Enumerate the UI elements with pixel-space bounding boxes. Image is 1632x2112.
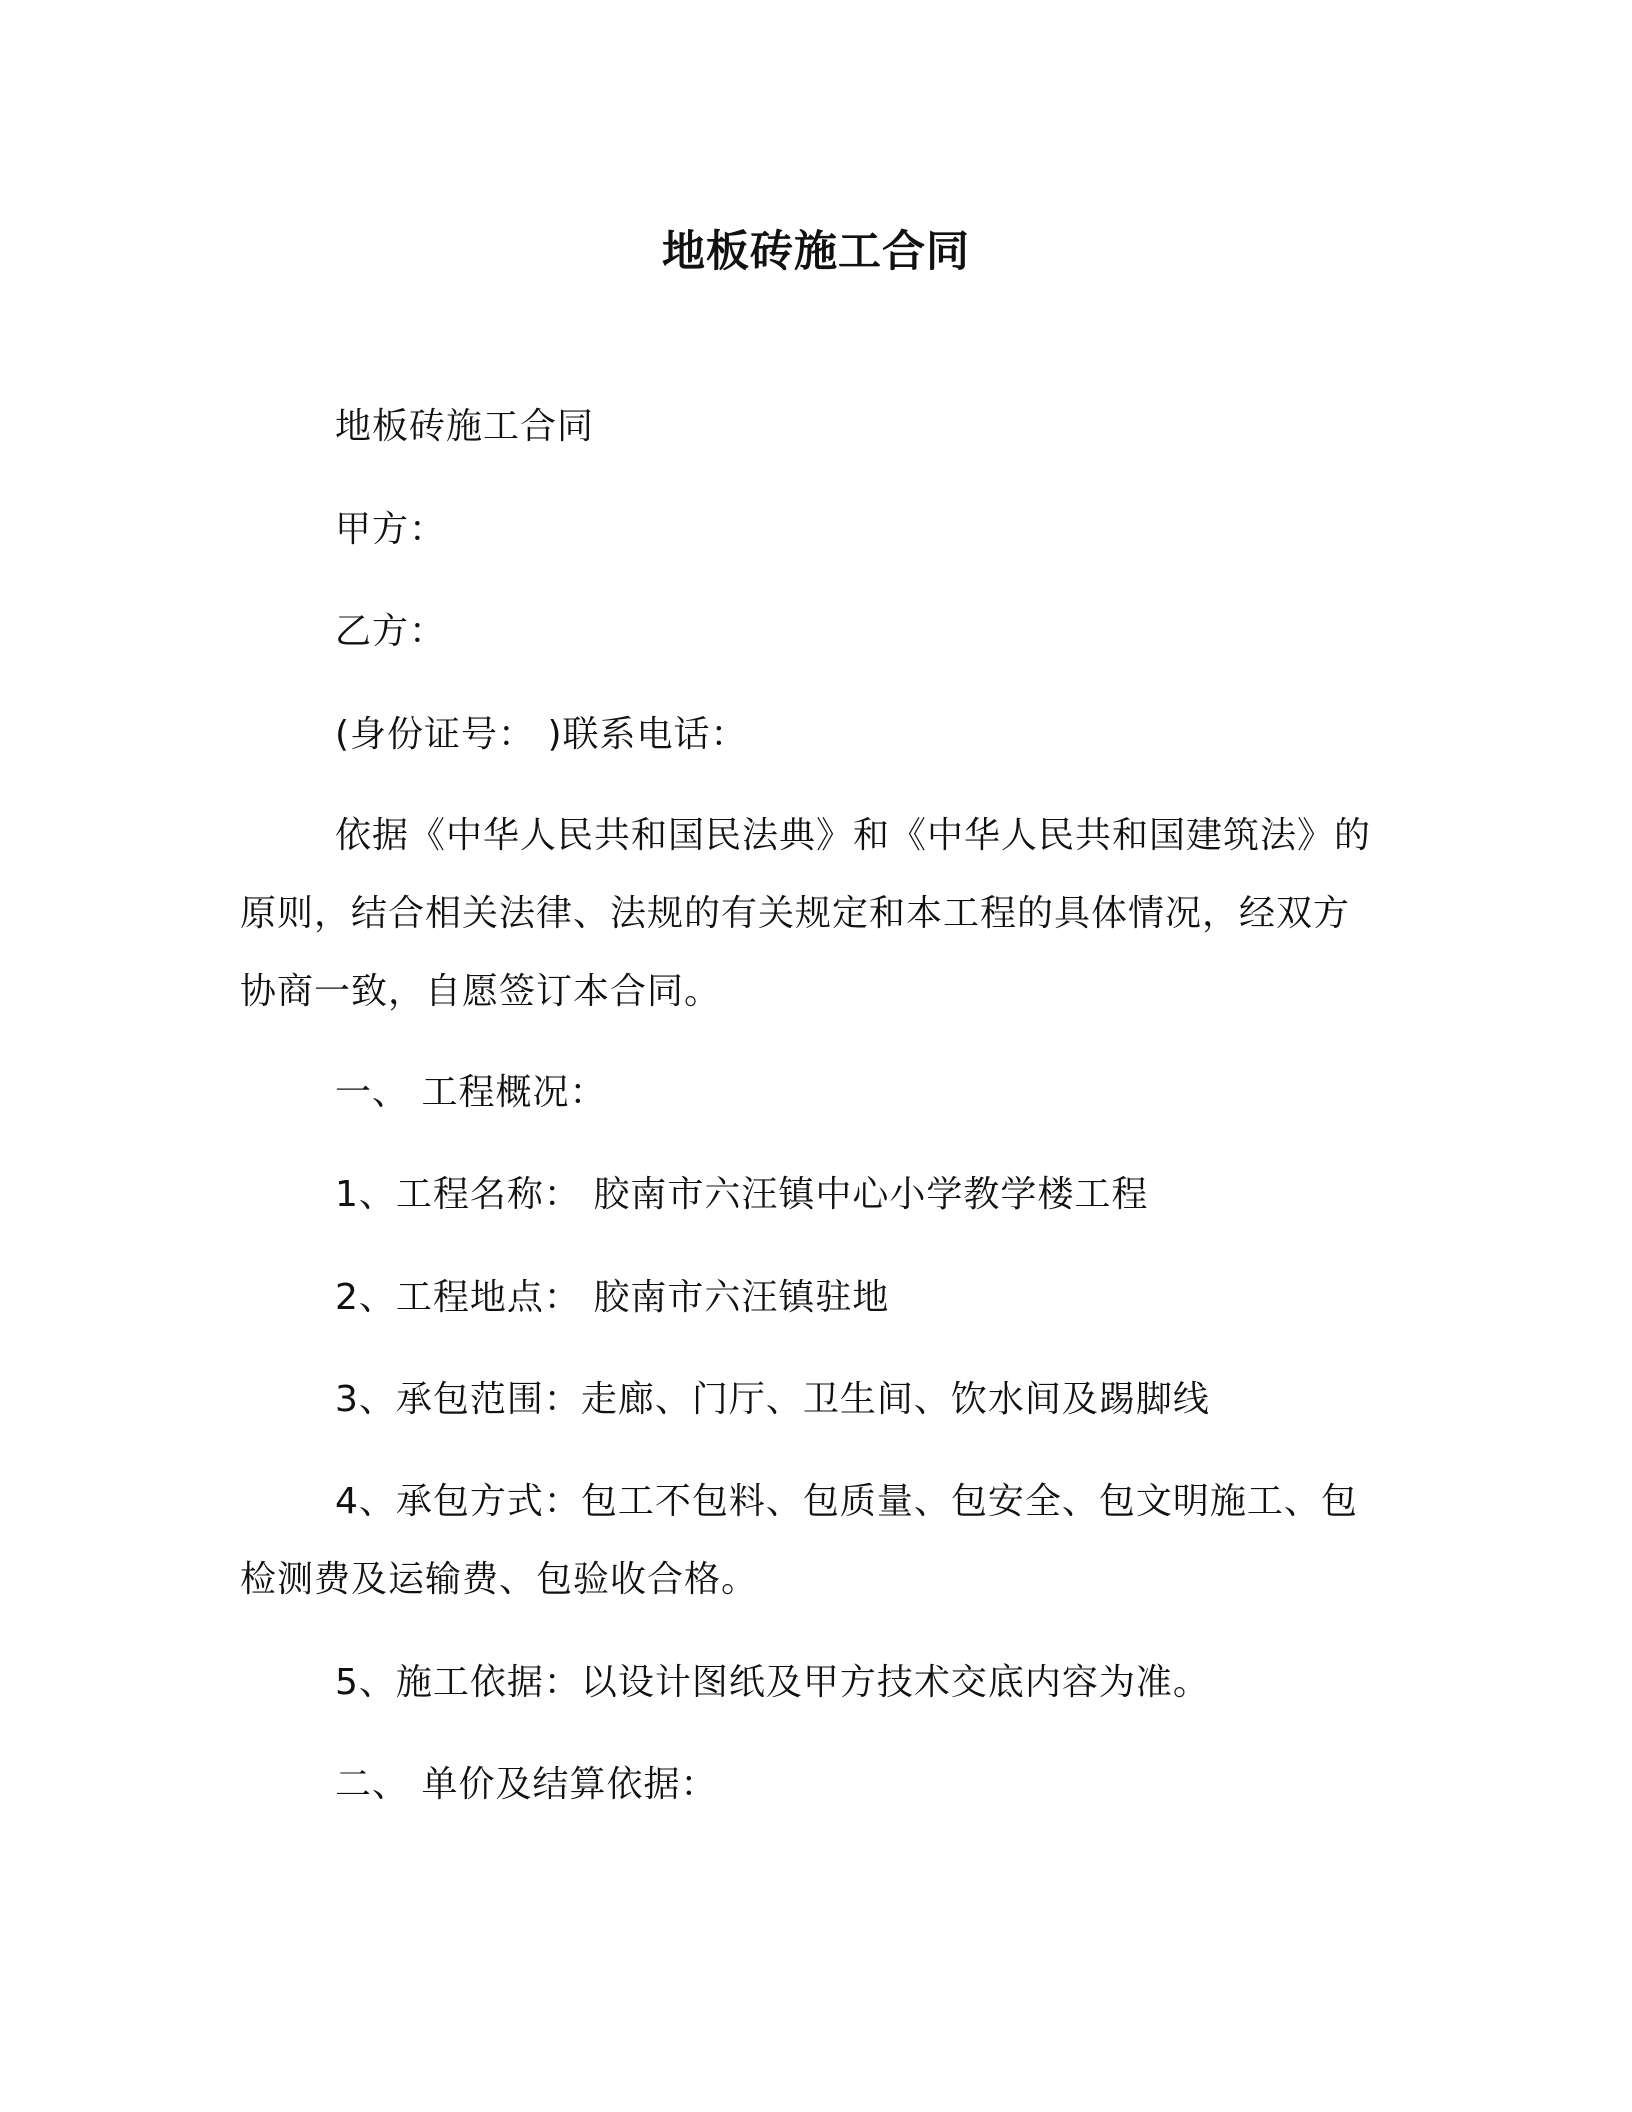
item-5: [240, 1644, 1380, 1722]
subtitle: [240, 388, 1380, 466]
preamble-line-2: 原则，结合相关法律、法规的有关规定和本工程的具体情况，经双方: [240, 893, 1351, 934]
section-2-heading: [240, 1746, 1380, 1824]
preamble-paragraph: [240, 797, 1380, 1031]
preamble-line-3: 协商一致，自愿签订本合同。: [240, 971, 722, 1012]
id-phone-label: (身份证号： )联系电话：: [335, 714, 748, 755]
item-5-text: 5、施工依据：以设计图纸及甲方技术交底内容为准。: [335, 1662, 1210, 1703]
item-4-line-2: 检测费及运输费、包验收合格。: [240, 1559, 759, 1600]
item-2-text: 2、工程地点： 胶南市六汪镇驻地: [335, 1277, 890, 1318]
preamble-line-1: 依据《中华人民共和国民法典》和《中华人民共和国建筑法》的: [335, 815, 1372, 856]
document-title: 地板砖施工合同: [662, 227, 970, 277]
item-1: [240, 1156, 1380, 1234]
id-phone-line: [240, 696, 1380, 774]
party-b-line: [240, 593, 1380, 671]
section-1-heading: [240, 1054, 1380, 1132]
party-b-label: 乙方：: [335, 611, 447, 652]
item-3: [240, 1361, 1380, 1439]
section-2-heading-text: 二、 单价及结算依据：: [335, 1764, 718, 1805]
party-a-line: [240, 491, 1380, 569]
item-2: [240, 1259, 1380, 1337]
item-1-text: 1、工程名称： 胶南市六汪镇中心小学教学楼工程: [335, 1174, 1149, 1215]
item-3-text: 3、承包范围：走廊、门厅、卫生间、饮水间及踢脚线: [335, 1379, 1210, 1420]
item-4-line-1: 4、承包方式：包工不包料、包质量、包安全、包文明施工、包: [335, 1481, 1358, 1522]
item-4: [240, 1463, 1380, 1619]
subtitle-text: 地板砖施工合同: [335, 406, 595, 447]
section-1-heading-text: 一、 工程概况：: [335, 1072, 607, 1113]
party-a-label: 甲方：: [335, 509, 447, 550]
